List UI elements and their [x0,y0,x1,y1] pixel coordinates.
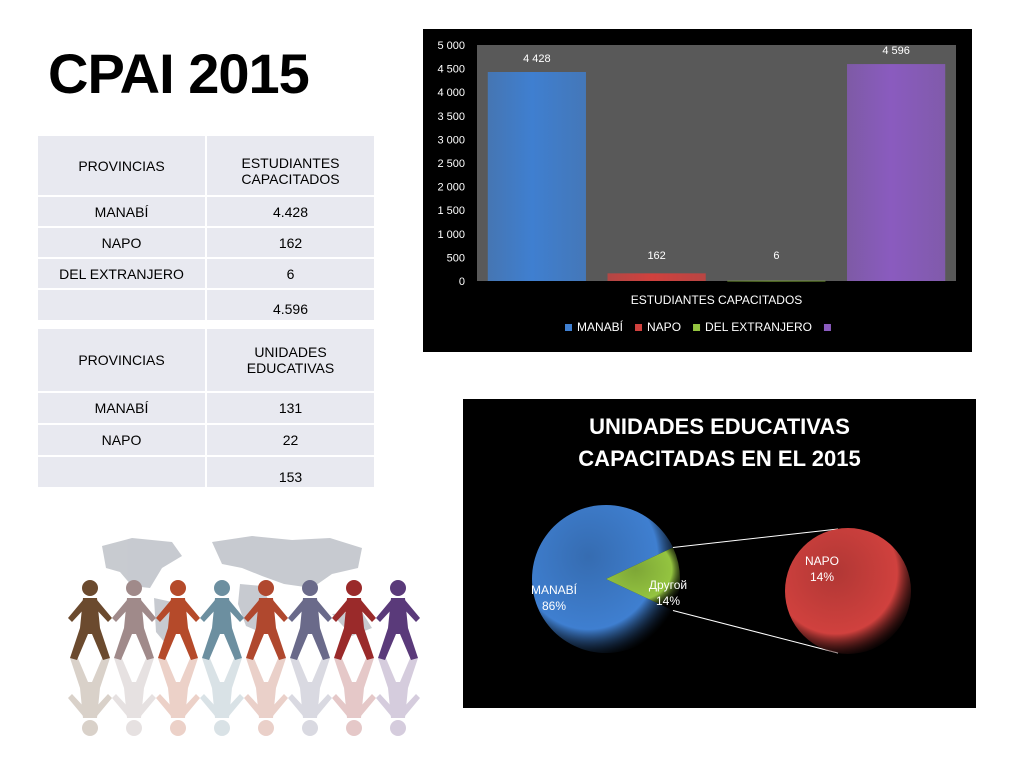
person-icon [200,656,244,736]
table-cell: 4.428 [206,196,375,227]
table-total: 4.596 [206,289,375,321]
table-header: PROVINCIAS [37,328,206,392]
legend-label: NAPO [647,320,682,334]
x-axis-label: ESTUDIANTES CAPACITADOS [630,293,803,307]
person-icon [288,656,332,736]
table-cell: NAPO [37,424,206,456]
person-icon [68,656,112,736]
legend-label: MANABÍ [577,320,624,334]
y-tick-label: 1 500 [437,205,465,218]
person-icon [376,580,420,660]
person-icon [68,580,112,660]
legend-swatch [824,324,831,331]
bar-chart-panel [423,29,972,352]
person-icon [200,580,244,660]
legend-swatch [565,324,572,331]
person-icon [112,656,156,736]
pie-label-napo: 14% [809,570,835,584]
bar-manabí [488,72,586,281]
legend-label: DEL EXTRANJERO [705,320,812,334]
students-table [36,134,376,322]
person-icon [156,656,200,736]
pie-label-other: 14% [655,594,681,608]
y-tick-label: 500 [446,252,465,265]
y-tick-label: 2 000 [437,181,465,194]
y-tick-label: 0 [458,276,465,288]
people-reflection [68,656,420,736]
data-label: 162 [647,250,666,262]
y-tick-label: 3 500 [437,110,465,123]
pie-label-other: Другой [648,578,688,592]
pie-label-manabi: 86% [541,599,567,613]
bar-napo [608,273,706,281]
pie-label-napo: NAPO [804,554,840,568]
data-label: 6 [773,250,780,262]
legend-swatch [693,324,700,331]
table-cell [37,289,206,321]
y-tick-label: 4 000 [437,87,465,100]
table-cell: 162 [206,227,375,258]
table-cell [37,456,206,488]
person-icon [112,580,156,660]
pie-slice-napo [785,528,911,654]
table-header: PROVINCIAS [37,135,206,196]
table-cell: 6 [206,258,375,289]
table-cell: MANABÍ [37,392,206,424]
page-title: CPAI 2015 [48,42,309,105]
pie-chart-title: UNIDADES EDUCATIVAS CAPACITADAS EN EL 2015 [578,414,861,471]
table-total: 153 [206,456,375,488]
y-tick-label: 5 000 [437,40,465,52]
table-header: UNIDADES EDUCATIVAS [206,328,375,392]
y-tick-label: 4 500 [437,63,465,76]
units-table [36,327,376,489]
pie-label-manabi: MANABÍ [530,583,578,597]
person-icon [288,580,332,660]
data-label: 4 596 [882,45,910,58]
table-cell: 22 [206,424,375,456]
bar-total [847,64,945,281]
people-world-map-illustration [62,528,442,758]
legend-swatch [635,324,642,331]
table-cell: NAPO [37,227,206,258]
person-icon [376,656,420,736]
pie-chart-panel [463,399,976,708]
table-cell: 131 [206,392,375,424]
y-tick-label: 1 000 [437,228,465,241]
person-icon [332,656,376,736]
y-tick-label: 2 500 [437,158,465,170]
data-label: 4 428 [523,52,551,65]
bar-del-extranjero [727,281,825,282]
table-cell: MANABÍ [37,196,206,227]
person-icon [244,656,288,736]
table-cell: DEL EXTRANJERO [37,258,206,289]
y-tick-label: 3 000 [437,134,465,147]
bar-chart [423,29,972,352]
table-header: ESTUDIANTES CAPACITADOS [206,135,375,196]
